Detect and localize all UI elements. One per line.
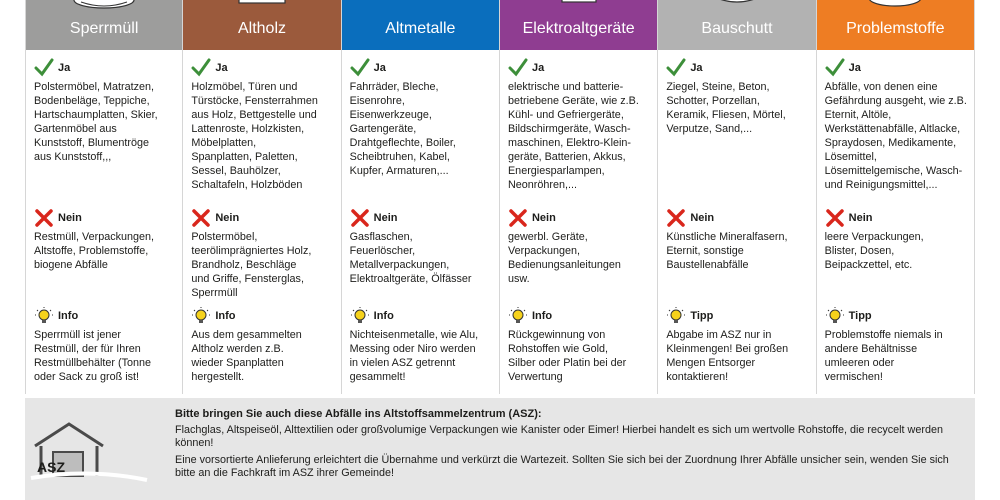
info-section: [508, 306, 651, 384]
column-title: Sperrmüll: [69, 20, 139, 37]
column-sperrmuell: [25, 0, 183, 394]
checkmark-icon: [825, 58, 845, 78]
ja-section: [191, 58, 334, 192]
column-bauschutt: [658, 0, 816, 394]
ja-label: Ja: [373, 62, 386, 74]
lightbulb-icon: [191, 306, 211, 326]
info-text: Aus dem gesammelten Altholz werden z.B. wieder Spanplatten hergestellt.: [191, 329, 302, 383]
info-section: [350, 306, 493, 384]
ja-label: Ja: [848, 62, 861, 74]
nein-section: [350, 208, 493, 286]
nein-label: Nein: [373, 212, 398, 224]
svg-text:ASZ: ASZ: [37, 459, 65, 475]
checkmark-icon: [666, 58, 686, 78]
nein-text: Restmüll, Verpackungen, Altstoffe, Problemstoffe, biogene Abfälle: [34, 231, 155, 271]
column-altmetalle: [342, 0, 500, 394]
nein-text: Polstermöbel, teerölimprägniertes Holz, Brandholz, Beschläge und Griffe, Fensterglas, Sperrmüll: [191, 231, 312, 299]
nein-label: Nein: [848, 212, 873, 224]
item-illustration-icon: [702, 0, 772, 10]
ja-section: [350, 58, 493, 178]
footer-info-box: [25, 398, 975, 500]
nein-text: leere Verpackungen, Blister, Dosen, Beipackzettel, etc.: [824, 231, 924, 271]
ja-section: [666, 58, 809, 136]
column-elektroaltgeraete: [500, 0, 658, 394]
nein-label: Nein: [531, 212, 556, 224]
lightbulb-icon: [825, 306, 845, 326]
ja-text: Ziegel, Steine, Beton, Schotter, Porzellan, Keramik, Fliesen, Mörtel, Verputze, Sand,...: [666, 81, 786, 135]
info-label: Info: [531, 310, 553, 322]
tipp-label: Tipp: [848, 310, 872, 322]
nein-text: Künstliche Mineralfasern, Eternit, sonstige Baustellenabfälle: [666, 231, 788, 271]
ja-section: [34, 58, 176, 164]
info-section: [34, 306, 176, 384]
ja-label: Ja: [215, 62, 228, 74]
checkmark-icon: [34, 58, 54, 78]
checkmark-icon: [508, 58, 528, 78]
column-title: Problemstoffe: [846, 20, 945, 37]
column-header: [26, 0, 182, 50]
asz-logo: [29, 416, 149, 492]
column-title: Bauschutt: [701, 20, 773, 37]
column-title: Altholz: [237, 20, 286, 37]
cross-icon: [350, 208, 370, 228]
checkmark-icon: [191, 58, 211, 78]
footer-paragraph-2: Eine vorsortierte Anlieferung erleichtert die Übernahme und verkürzt die Wartezeit. Sollten Sie sich bei der Zuordnung Ihrer Abfälle unsicher sein, wenden Sie sich bitte an die Fachkraft im ASZ ihrer Gemeinde!: [175, 454, 949, 479]
ja-text: Fahrräder, Bleche, Eisenrohre, Eisenwerkzeuge, Gartengeräte, Drahtgeflechte, Boiler, Scheibtruhen, Kabel, Kupfer, Armaturen,...: [349, 81, 456, 177]
info-section: [191, 306, 334, 384]
footer-paragraph-1: Flachglas, Altspeiseöl, Alttextilien oder großvolumige Verpackungen wie Kanister oder Eimer! Hierbei handelt es sich um wertvolle Rohstoffe, die recycelt werden können!: [175, 424, 943, 449]
item-illustration-icon: [544, 0, 614, 10]
tipp-text: Abgabe im ASZ nur in Kleinmengen! Bei großen Mengen Entsorger kontaktieren!: [666, 329, 789, 383]
tipp-section: [666, 306, 809, 384]
column-header: [500, 0, 657, 50]
cross-icon: [34, 208, 54, 228]
info-label: Info: [215, 310, 236, 322]
ja-label: Ja: [690, 62, 703, 74]
info-text: Rückgewinnung von Rohstoffen wie Gold, Silber oder Platin bei der Verwertung: [507, 329, 627, 383]
nein-text: gewerbl. Geräte, Verpackungen, Bedienungsanleitungen usw.: [507, 231, 621, 285]
lightbulb-icon: [34, 306, 54, 326]
cross-icon: [666, 208, 686, 228]
nein-label: Nein: [690, 212, 715, 224]
column-problemstoffe: [817, 0, 975, 394]
tipp-text: Problemstoffe niemals in andere Behältnisse umleeren oder vermischen!: [824, 329, 943, 383]
ja-label: Ja: [531, 62, 545, 74]
column-header: [342, 0, 499, 50]
column-header: [817, 0, 974, 50]
waste-category-table: [25, 0, 975, 394]
nein-section: [666, 208, 809, 272]
column-header: [183, 0, 340, 50]
tipp-section: [825, 306, 968, 384]
lightbulb-icon: [508, 306, 528, 326]
lightbulb-icon: [350, 306, 370, 326]
cross-icon: [191, 208, 211, 228]
item-illustration-icon: [227, 0, 297, 10]
info-text: Nichteisenmetalle, wie Alu, Messing oder Niro werden in vielen ASZ getrennt gesammelt!: [349, 329, 479, 383]
footer-title: Bitte bringen Sie auch diese Abfälle ins Altstoffsammelzentrum (ASZ):: [175, 408, 542, 420]
cross-icon: [825, 208, 845, 228]
item-illustration-icon: [860, 0, 930, 10]
ja-section: [508, 58, 651, 192]
ja-text: Polstermöbel, Matratzen, Bodenbeläge, Teppiche, Hartschaumplatten, Skier, Gartenmöbel aus Kunststoff, Blumentröge aus Kunststoff,,,: [34, 81, 158, 163]
ja-text: elektrische und batterie- betriebene Geräte, wie z.B. Kühl- und Gefriergeräte, Bildschirmgeräte, Wasch- maschinen, Elektro-Klein- geräte, Batterien, Akkus, Energiesparlampen, Neonröhren,...: [507, 81, 639, 191]
ja-text: Abfälle, von denen eine Gefährdung ausgeht, wie z.B. Eternit, Altöle, Werkstättenabfälle, Altlacke, Spraydosen, Medikamente, Lösemittel, Lösemittelgemische, Wasch- und Reinigungsmittel,...: [824, 81, 967, 191]
nein-section: [508, 208, 651, 286]
nein-label: Nein: [215, 212, 240, 224]
column-title: Elektroaltgeräte: [522, 20, 635, 37]
lightbulb-icon: [666, 306, 686, 326]
tipp-label: Tipp: [690, 310, 714, 322]
info-text: Sperrmüll ist jener Restmüll, der für Ihren Restmüllbehälter (Tonne oder Sack zu groß ist!: [34, 329, 152, 383]
ja-section: [825, 58, 968, 192]
column-title: Altmetalle: [385, 20, 456, 37]
nein-text: Gasflaschen, Feuerlöscher, Metallverpackungen, Elektroaltgeräte, Ölfässer: [349, 231, 472, 285]
cross-icon: [508, 208, 528, 228]
column-header: [658, 0, 815, 50]
nein-section: [34, 208, 176, 272]
ja-label: Ja: [58, 62, 71, 74]
info-label: Info: [58, 310, 79, 322]
column-altholz: [183, 0, 341, 394]
nein-section: [191, 208, 334, 300]
item-illustration-icon: [69, 0, 139, 10]
nein-section: [825, 208, 968, 272]
nein-label: Nein: [58, 212, 82, 224]
ja-text: Holzmöbel, Türen und Türstöcke, Fensterrahmen aus Holz, Bettgestelle und Lattenroste, Holzkisten, Möbelplatten, Spanplatten, Paletten, Sessel, Bauhölzer, Schaltafeln, Holzböden: [191, 81, 318, 191]
info-label: Info: [373, 310, 394, 322]
checkmark-icon: [350, 58, 370, 78]
